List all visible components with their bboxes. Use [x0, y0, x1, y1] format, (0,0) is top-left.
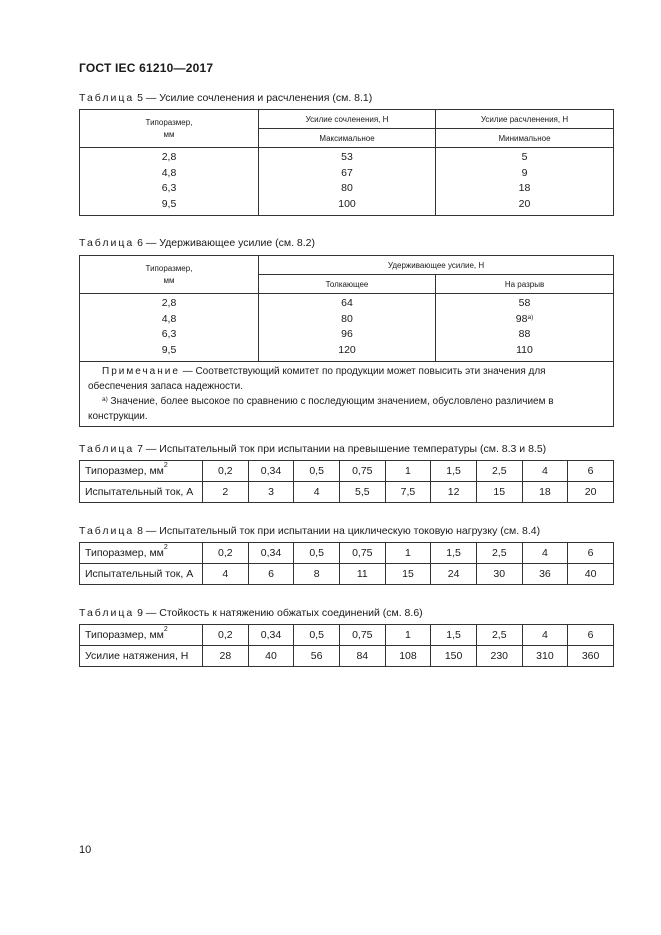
table9-value: 310 [522, 646, 568, 667]
table6-col1-sub: Толкающее [259, 275, 436, 294]
table5-col2-value: 5 [521, 151, 528, 163]
table6-col1-value: 120 [338, 343, 356, 356]
table8-size-label: Типоразмер, мм [85, 547, 164, 559]
table6-size: 4,8 [161, 312, 177, 325]
table7-value: 18 [522, 482, 568, 503]
table5-col1-value: 80 [341, 182, 353, 194]
table8-size: 0,5 [294, 543, 340, 564]
table9 [79, 624, 614, 667]
table8-size: 1,5 [431, 543, 477, 564]
table6-col1-value: 96 [341, 328, 353, 340]
table9-size: 0,75 [339, 625, 385, 646]
table6-sizes-cell [80, 294, 259, 362]
table7-value: 12 [431, 482, 477, 503]
table6-col1-value: 80 [341, 312, 353, 325]
table6-caption [79, 237, 315, 249]
table7-size: 0,75 [339, 461, 385, 482]
table5-stub-line1: Типоразмер, [145, 117, 193, 127]
table6-col2-value: 58 [518, 297, 531, 309]
table6-footnote-mark: а) [102, 396, 108, 403]
table7-value: 7,5 [385, 482, 431, 503]
table9-size: 1,5 [431, 625, 477, 646]
table6-size: 9,5 [161, 343, 177, 356]
table5-col2-value: 9 [521, 166, 528, 179]
table5-col2-value: 20 [518, 197, 531, 210]
table9-size: 0,34 [248, 625, 294, 646]
table9-value: 108 [385, 646, 431, 667]
table7-value: 4 [294, 482, 340, 503]
table7-size: 4 [522, 461, 568, 482]
table8-size: 0,75 [339, 543, 385, 564]
table8-size-row-header [80, 543, 203, 564]
table5-col2-cell [436, 148, 614, 216]
table5-title: 5 — Усилие сочленения и расчленения (см. 8.1) [137, 92, 373, 104]
table8-caption [79, 525, 540, 537]
table6-note-text: — Соответствующий комитет по продукции может повысить эти значения для обеспечения запаса надежности. [88, 366, 546, 392]
table8-size: 4 [522, 543, 568, 564]
table7-size: 0,2 [203, 461, 249, 482]
table6-footnote [88, 394, 605, 424]
table8-value: 36 [522, 564, 568, 585]
table8-size: 0,2 [203, 543, 249, 564]
table7 [79, 460, 614, 503]
table7-size-label: Типоразмер, мм [85, 465, 164, 477]
table6-size: 2,8 [161, 297, 177, 309]
table6 [79, 255, 614, 427]
table6-col2-value: 98 [515, 312, 528, 325]
table9-size: 1 [385, 625, 431, 646]
table9-size-row-header [80, 625, 203, 646]
table5-col1-value: 53 [341, 151, 353, 163]
table9-value: 28 [203, 646, 249, 667]
table9-size: 2,5 [476, 625, 522, 646]
table5 [79, 109, 614, 216]
table7-size: 1,5 [431, 461, 477, 482]
table5-label: Таблица [79, 92, 135, 104]
table8-value: 6 [248, 564, 294, 585]
table6-note-label: Примечание [102, 366, 180, 377]
table6-footnote-ref: а) [527, 313, 534, 321]
table6-col1-value: 64 [341, 297, 353, 309]
table7-caption [79, 443, 546, 455]
table9-size: 0,2 [203, 625, 249, 646]
table7-size: 1 [385, 461, 431, 482]
table6-stub-header [80, 256, 259, 294]
table7-value: 20 [568, 482, 614, 503]
table7-label: Таблица [79, 443, 135, 455]
table8-size: 1 [385, 543, 431, 564]
table8-size: 2,5 [476, 543, 522, 564]
table8-value: 4 [203, 564, 249, 585]
table9-value-row-header: Усилие натяжения, Н [80, 646, 203, 667]
table9-size: 4 [522, 625, 568, 646]
table5-col2-group: Усилие расчленения, Н [436, 110, 614, 129]
table9-value: 40 [248, 646, 294, 667]
table5-col1-value: 100 [338, 197, 356, 210]
table8 [79, 542, 614, 585]
table6-col1-cell [259, 294, 436, 362]
table6-notes [80, 362, 614, 427]
table5-col1-cell [259, 148, 436, 216]
table5-size: 4,8 [161, 166, 177, 179]
table7-value: 3 [248, 482, 294, 503]
table5-caption [79, 92, 372, 104]
table5-stub-header [80, 110, 259, 148]
table6-label: Таблица [79, 237, 135, 249]
table8-title: 8 — Испытательный ток при испытании на циклическую токовую нагрузку (см. 8.4) [137, 525, 541, 537]
table6-col2-cell [436, 294, 614, 362]
table9-value: 360 [568, 646, 614, 667]
table6-note [88, 364, 605, 394]
table6-group-header: Удерживающее усилие, Н [259, 256, 614, 275]
table9-caption [79, 607, 423, 619]
table8-label: Таблица [79, 525, 135, 537]
table7-size: 0,5 [294, 461, 340, 482]
table9-value: 56 [294, 646, 340, 667]
table5-sizes-cell [80, 148, 259, 216]
document-header: ГОСТ IEC 61210—2017 [79, 61, 214, 75]
table5-size: 2,8 [161, 151, 177, 163]
table8-value: 15 [385, 564, 431, 585]
table7-size: 6 [568, 461, 614, 482]
table5-col2-sub: Минимальное [436, 129, 614, 148]
table9-size: 0,5 [294, 625, 340, 646]
page-number: 10 [79, 844, 92, 856]
table5-col1-group: Усилие сочленения, Н [259, 110, 436, 129]
table6-stub-line1: Типоразмер, [145, 263, 193, 273]
table7-value: 15 [476, 482, 522, 503]
table7-size-row-header [80, 461, 203, 482]
table8-size: 6 [568, 543, 614, 564]
table7-value: 5,5 [339, 482, 385, 503]
table6-size: 6,3 [161, 328, 177, 340]
table5-col1-sub: Максимальное [259, 129, 436, 148]
table9-value: 150 [431, 646, 477, 667]
table6-col2-value: 88 [518, 328, 531, 340]
table8-size-unit-exp: 2 [163, 544, 168, 551]
table7-value: 2 [203, 482, 249, 503]
table5-col2-value: 18 [518, 182, 531, 194]
table7-size-unit-exp: 2 [163, 462, 168, 469]
table8-value: 30 [476, 564, 522, 585]
table8-value: 8 [294, 564, 340, 585]
table6-stub-line2: мм [163, 275, 175, 285]
table9-size-unit-exp: 2 [163, 626, 168, 633]
table9-size-label: Типоразмер, мм [85, 629, 164, 641]
table6-col2-value-marked [436, 312, 613, 328]
table5-col1-value: 67 [341, 166, 353, 179]
table5-stub-line2: мм [163, 129, 175, 139]
table8-value: 24 [431, 564, 477, 585]
table5-size: 9,5 [161, 197, 177, 210]
table7-value-row-header: Испытательный ток, А [80, 482, 203, 503]
table9-size: 6 [568, 625, 614, 646]
table8-value-row-header: Испытательный ток, А [80, 564, 203, 585]
table8-size: 0,34 [248, 543, 294, 564]
table6-footnote-text: Значение, более высокое по сравнению с последующим значением, обусловлено различием в конструкции. [88, 396, 554, 422]
table9-title: 9 — Стойкость к натяжению обжатых соединений (см. 8.6) [137, 607, 423, 619]
table7-size: 0,34 [248, 461, 294, 482]
table7-size: 2,5 [476, 461, 522, 482]
table8-value: 40 [568, 564, 614, 585]
table9-label: Таблица [79, 607, 135, 619]
table6-col2-value: 110 [516, 343, 533, 356]
table9-value: 84 [339, 646, 385, 667]
table5-size: 6,3 [161, 182, 177, 194]
table7-title: 7 — Испытательный ток при испытании на превышение температуры (см. 8.3 и 8.5) [137, 443, 547, 455]
table6-title: 6 — Удерживающее усилие (см. 8.2) [137, 237, 315, 249]
table9-value: 230 [476, 646, 522, 667]
table6-col2-sub: На разрыв [436, 275, 614, 294]
table8-value: 11 [339, 564, 385, 585]
